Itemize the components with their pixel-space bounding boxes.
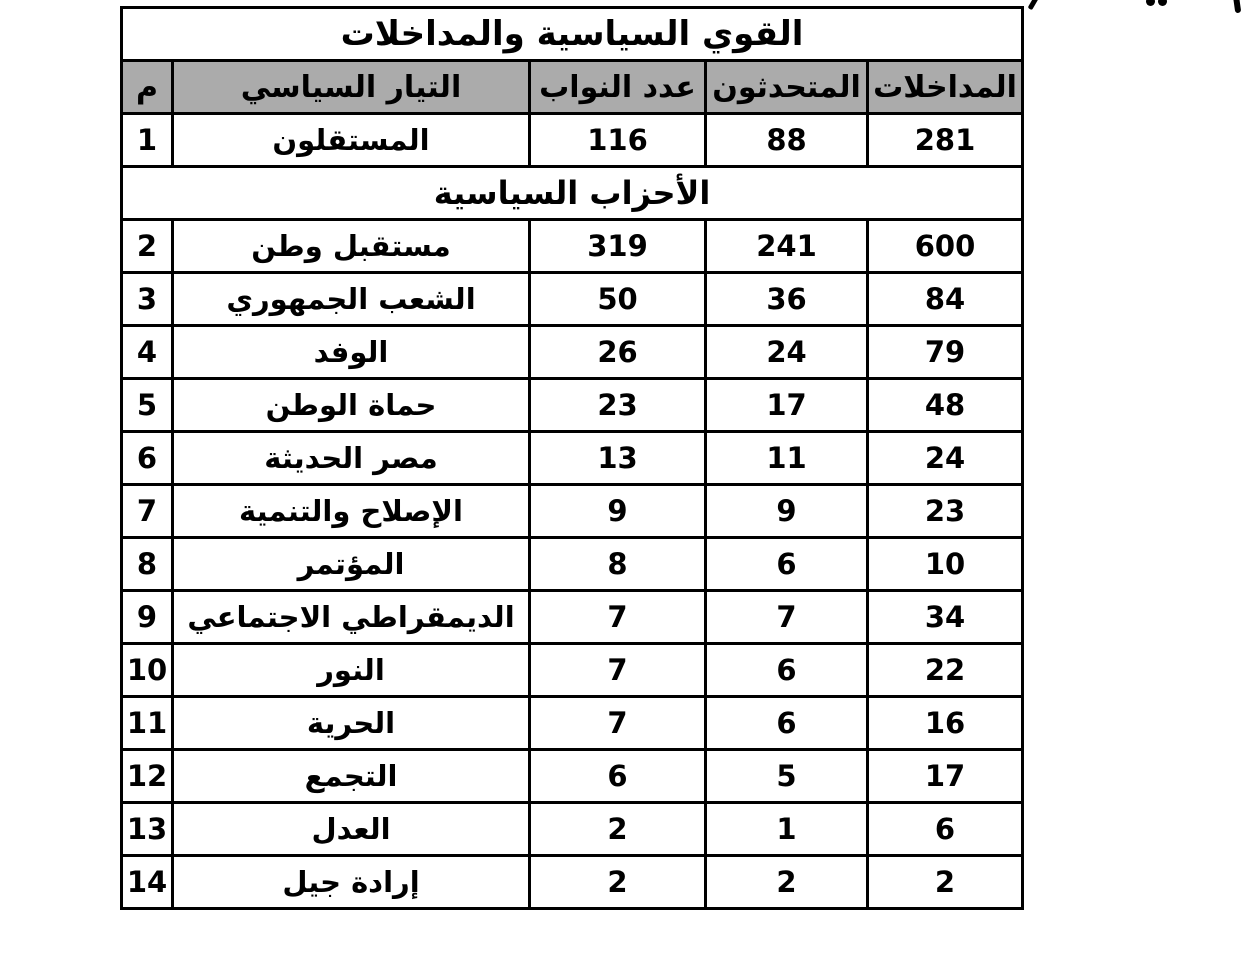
speakers-count: 5 xyxy=(706,750,868,803)
deputies-count: 116 xyxy=(530,114,706,167)
deputies-count: 9 xyxy=(530,485,706,538)
row-number: 2 xyxy=(122,220,173,273)
row-number: 5 xyxy=(122,379,173,432)
table-row xyxy=(122,538,1023,591)
interventions-count: 10 xyxy=(868,538,1023,591)
speakers-count: 7 xyxy=(706,591,868,644)
interventions-count: 34 xyxy=(868,591,1023,644)
title-section xyxy=(122,8,1023,61)
speakers-count: 241 xyxy=(706,220,868,273)
speakers-count: 17 xyxy=(706,379,868,432)
table-row xyxy=(122,326,1023,379)
row-number: 7 xyxy=(122,485,173,538)
interventions-count: 281 xyxy=(868,114,1023,167)
interventions-count: 22 xyxy=(868,644,1023,697)
table-row xyxy=(122,591,1023,644)
row-number: 3 xyxy=(122,273,173,326)
party-name: الوفد xyxy=(173,326,530,379)
speakers-count: 24 xyxy=(706,326,868,379)
speakers-count: 6 xyxy=(706,644,868,697)
party-name: مستقبل وطن xyxy=(173,220,530,273)
glyph-fragment-icon xyxy=(1028,0,1040,10)
speakers-count: 6 xyxy=(706,538,868,591)
party-name: المؤتمر xyxy=(173,538,530,591)
party-name: حماة الوطن xyxy=(173,379,530,432)
row-number: 1 xyxy=(122,114,173,167)
section-header-row xyxy=(122,167,1023,220)
party-name: العدل xyxy=(173,803,530,856)
party-name: التجمع xyxy=(173,750,530,803)
row-number: 9 xyxy=(122,591,173,644)
deputies-count: 7 xyxy=(530,591,706,644)
column-header-index: م xyxy=(122,61,173,114)
column-header-speakers: المتحدثون xyxy=(706,61,868,114)
party-name: مصر الحديثة xyxy=(173,432,530,485)
interventions-count: 17 xyxy=(868,750,1023,803)
row-number: 4 xyxy=(122,326,173,379)
deputies-count: 7 xyxy=(530,644,706,697)
deputies-count: 26 xyxy=(530,326,706,379)
interventions-count: 23 xyxy=(868,485,1023,538)
deputies-count: 2 xyxy=(530,856,706,909)
table-row xyxy=(122,273,1023,326)
deputies-count: 7 xyxy=(530,697,706,750)
row-number: 6 xyxy=(122,432,173,485)
table-title: القوي السياسية والمداخلات xyxy=(122,8,1023,61)
party-name: الحرية xyxy=(173,697,530,750)
row-number: 14 xyxy=(122,856,173,909)
column-header-party: التيار السياسي xyxy=(173,61,530,114)
header-section xyxy=(122,61,1023,114)
political-forces-table xyxy=(120,6,1024,910)
interventions-count: 79 xyxy=(868,326,1023,379)
speakers-count: 88 xyxy=(706,114,868,167)
table-row xyxy=(122,485,1023,538)
deputies-count: 23 xyxy=(530,379,706,432)
speakers-count: 36 xyxy=(706,273,868,326)
table-row xyxy=(122,856,1023,909)
interventions-count: 6 xyxy=(868,803,1023,856)
party-name: المستقلون xyxy=(173,114,530,167)
glyph-fragment-icon xyxy=(1158,0,1167,6)
row-number: 8 xyxy=(122,538,173,591)
deputies-count: 6 xyxy=(530,750,706,803)
speakers-count: 9 xyxy=(706,485,868,538)
table-row xyxy=(122,803,1023,856)
interventions-count: 16 xyxy=(868,697,1023,750)
interventions-count: 2 xyxy=(868,856,1023,909)
speakers-count: 1 xyxy=(706,803,868,856)
table-row xyxy=(122,432,1023,485)
interventions-count: 48 xyxy=(868,379,1023,432)
glyph-fragment-icon xyxy=(1233,0,1242,13)
glyph-fragment-icon xyxy=(1146,0,1155,6)
independents-rows xyxy=(122,114,1023,167)
section-header-section xyxy=(122,167,1023,220)
table-row xyxy=(122,114,1023,167)
parties-rows xyxy=(122,220,1023,909)
title-row xyxy=(122,8,1023,61)
speakers-count: 6 xyxy=(706,697,868,750)
party-name: الديمقراطي الاجتماعي xyxy=(173,591,530,644)
deputies-count: 2 xyxy=(530,803,706,856)
table-row xyxy=(122,697,1023,750)
deputies-count: 13 xyxy=(530,432,706,485)
table-row xyxy=(122,750,1023,803)
table-row xyxy=(122,644,1023,697)
table-row xyxy=(122,220,1023,273)
party-name: إرادة جيل xyxy=(173,856,530,909)
row-number: 10 xyxy=(122,644,173,697)
row-number: 12 xyxy=(122,750,173,803)
row-number: 13 xyxy=(122,803,173,856)
interventions-count: 600 xyxy=(868,220,1023,273)
party-name: الإصلاح والتنمية xyxy=(173,485,530,538)
column-header-deputies: عدد النواب xyxy=(530,61,706,114)
interventions-count: 84 xyxy=(868,273,1023,326)
deputies-count: 8 xyxy=(530,538,706,591)
header-row xyxy=(122,61,1023,114)
row-number: 11 xyxy=(122,697,173,750)
deputies-count: 319 xyxy=(530,220,706,273)
speakers-count: 2 xyxy=(706,856,868,909)
interventions-count: 24 xyxy=(868,432,1023,485)
party-name: النور xyxy=(173,644,530,697)
column-header-interventions: المداخلات xyxy=(868,61,1023,114)
deputies-count: 50 xyxy=(530,273,706,326)
table-row xyxy=(122,379,1023,432)
speakers-count: 11 xyxy=(706,432,868,485)
section-header: الأحزاب السياسية xyxy=(122,167,1023,220)
party-name: الشعب الجمهوري xyxy=(173,273,530,326)
